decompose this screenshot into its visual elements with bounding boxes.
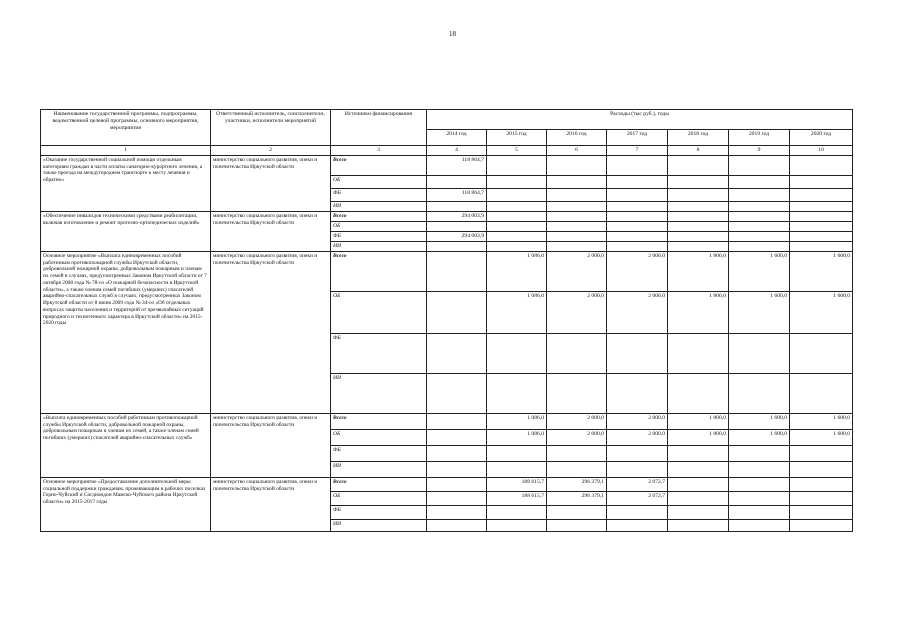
expense-value xyxy=(607,373,668,413)
expense-value xyxy=(790,175,853,188)
funding-source: ФБ xyxy=(331,231,427,241)
column-index: 10 xyxy=(790,146,853,156)
expense-value: 2 000,0 xyxy=(547,291,607,333)
expense-value xyxy=(487,201,547,211)
responsible-executor: министерство социального развития, опеки и попечительства Иркутской области xyxy=(211,413,331,477)
expense-value: 188 615,7 xyxy=(487,491,547,505)
measure-name: «Оказание государственной социальной помощи отдельным категориям граждан в части оплаты санаторно-курортного лечения, а также проезда на междугороднем транспорте к месту лечения и обратно» xyxy=(41,155,211,211)
expense-value xyxy=(427,413,487,429)
expense-value xyxy=(427,221,487,231)
expense-value xyxy=(729,445,790,461)
expense-value xyxy=(729,221,790,231)
expense-value xyxy=(427,201,487,211)
expense-value xyxy=(607,241,668,251)
expense-value xyxy=(668,188,729,201)
expense-value xyxy=(487,188,547,201)
funding-source: ФБ xyxy=(331,188,427,201)
expense-value: 1 800,0 xyxy=(668,429,729,445)
expense-value xyxy=(427,445,487,461)
expense-value xyxy=(790,201,853,211)
expense-value xyxy=(547,333,607,373)
funding-source: ОБ xyxy=(331,429,427,445)
expense-value: 296 379,1 xyxy=(547,477,607,491)
expense-value: 1 800,0 xyxy=(668,251,729,291)
column-index: 9 xyxy=(729,146,790,156)
expense-value xyxy=(487,461,547,477)
expense-value xyxy=(487,221,547,231)
expense-value xyxy=(729,491,790,505)
column-index: 6 xyxy=(547,146,607,156)
header-year: 2019 год xyxy=(729,130,790,146)
expense-value: 1 086,0 xyxy=(487,413,547,429)
expense-value xyxy=(547,445,607,461)
expense-value: 188 615,7 xyxy=(487,477,547,491)
expense-value xyxy=(729,211,790,221)
funding-source: ОБ xyxy=(331,491,427,505)
expense-value xyxy=(668,175,729,188)
expense-value xyxy=(487,175,547,188)
expense-value xyxy=(427,291,487,333)
funding-source: ИИ xyxy=(331,519,427,531)
expense-value xyxy=(668,461,729,477)
expense-value xyxy=(487,333,547,373)
header-name: Наименование государственной программы, подпрограммы, ведомственной целевой программы, основного мероприятия, мероприятия xyxy=(41,110,211,146)
expense-value xyxy=(547,188,607,201)
funding-source: ОБ xyxy=(331,175,427,188)
responsible-executor: министерство социального развития, опеки и попечительства Иркутской области xyxy=(211,211,331,251)
column-index: 1 xyxy=(41,146,211,156)
header-year: 2018 год xyxy=(668,130,729,146)
responsible-executor: министерство социального развития, опеки и попечительства Иркутской области xyxy=(211,251,331,413)
expense-value xyxy=(790,461,853,477)
page-number: 18 xyxy=(449,30,456,38)
expense-value xyxy=(790,241,853,251)
expense-value xyxy=(729,175,790,188)
funding-source: ОБ xyxy=(331,221,427,231)
expense-value: 1 600,0 xyxy=(729,429,790,445)
expense-value xyxy=(607,505,668,519)
expense-value: 1 600,0 xyxy=(729,251,790,291)
expense-value: 1 800,0 xyxy=(668,291,729,333)
header-responsible: Ответственный исполнитель, соисполнители, участники, исполнители мероприятий xyxy=(211,110,331,146)
expense-value xyxy=(427,241,487,251)
expense-value: 2 000,0 xyxy=(607,251,668,291)
budget-table xyxy=(40,109,853,532)
expense-value xyxy=(487,211,547,221)
expense-value xyxy=(729,461,790,477)
expense-value: 2 072,7 xyxy=(607,491,668,505)
expense-value xyxy=(607,175,668,188)
expense-value: 2 000,0 xyxy=(547,413,607,429)
measure-name: Основное мероприятие «Предоставление дополнительной меры социальной поддержки гражданам, проживающим в рабочих поселках Горно-Чуйский и Согдиондон Мамско-Чуйского района Иркутской области» на 2015-2017 годы xyxy=(41,477,211,531)
measure-name: «Выплата единовременных пособий работникам противопожарной службы Иркутской области, добровольной пожарной охраны, добровольным пожарным и членам их семей, а также членам семей погибших (умерших) спасателей аварийно-спасательных служб» xyxy=(41,413,211,477)
expense-value xyxy=(729,241,790,251)
expense-value xyxy=(607,201,668,211)
expense-value xyxy=(790,333,853,373)
expense-value xyxy=(547,505,607,519)
expense-value: 2 000,0 xyxy=(547,429,607,445)
header-year: 2017 год xyxy=(607,130,668,146)
funding-source: ИИ xyxy=(331,201,427,211)
expense-value xyxy=(487,373,547,413)
funding-source: Всего xyxy=(331,413,427,429)
expense-value xyxy=(790,155,853,175)
column-index: 3 xyxy=(331,146,427,156)
expense-value xyxy=(790,211,853,221)
expense-value xyxy=(487,155,547,175)
expense-value xyxy=(427,429,487,445)
expense-value xyxy=(790,519,853,531)
expense-value xyxy=(668,155,729,175)
expense-value xyxy=(607,461,668,477)
expense-value xyxy=(729,373,790,413)
expense-value xyxy=(487,445,547,461)
expense-value xyxy=(427,519,487,531)
responsible-executor: министерство социального развития, опеки и попечительства Иркутской области xyxy=(211,155,331,211)
expense-value xyxy=(668,211,729,221)
expense-value xyxy=(729,155,790,175)
funding-source: ФБ xyxy=(331,333,427,373)
expense-value xyxy=(547,201,607,211)
expense-value: 294 003,9 xyxy=(427,231,487,241)
expense-value xyxy=(427,461,487,477)
column-index: 2 xyxy=(211,146,331,156)
funding-source: Всего xyxy=(331,155,427,175)
expense-value xyxy=(487,241,547,251)
expense-value xyxy=(547,221,607,231)
expense-value xyxy=(668,445,729,461)
expense-value xyxy=(607,231,668,241)
expense-value xyxy=(668,201,729,211)
expense-value: 2 000,0 xyxy=(607,413,668,429)
expense-value: 1 600,0 xyxy=(790,429,853,445)
expense-value xyxy=(427,505,487,519)
expense-value xyxy=(668,231,729,241)
expense-value: 2 000,0 xyxy=(607,429,668,445)
header-year: 2020 год xyxy=(790,130,853,146)
expense-value: 2 072,7 xyxy=(607,477,668,491)
measure-name: «Обеспечение инвалидов техническими средствами реабилитации, включая изготовление и ремонт протезно-ортопедических изделий» xyxy=(41,211,211,251)
expense-value xyxy=(607,333,668,373)
table-row xyxy=(41,413,853,429)
expense-value xyxy=(729,333,790,373)
expense-value: 1 800,0 xyxy=(668,413,729,429)
expense-value xyxy=(427,175,487,188)
expense-value xyxy=(668,519,729,531)
funding-source: Всего xyxy=(331,251,427,291)
expense-value xyxy=(547,241,607,251)
header-year: 2015 год xyxy=(487,130,547,146)
expense-value: 1 600,0 xyxy=(729,291,790,333)
table-row xyxy=(41,155,853,175)
expense-value: 2 000,0 xyxy=(547,251,607,291)
expense-value xyxy=(729,201,790,211)
expense-value xyxy=(668,221,729,231)
column-index: 5 xyxy=(487,146,547,156)
expense-value xyxy=(790,445,853,461)
expense-value xyxy=(607,221,668,231)
expense-value xyxy=(729,231,790,241)
expense-value xyxy=(668,333,729,373)
column-index: 7 xyxy=(607,146,668,156)
header-expenses: Расходы (тыс руб.), годы xyxy=(427,110,853,130)
expense-value xyxy=(790,231,853,241)
expense-value xyxy=(668,373,729,413)
responsible-executor: министерство социального развития, опеки и попечительства Иркутской области xyxy=(211,477,331,531)
expense-value: 1 600,0 xyxy=(790,291,853,333)
expense-value xyxy=(790,221,853,231)
expense-value xyxy=(547,175,607,188)
expense-value xyxy=(668,505,729,519)
expense-value xyxy=(547,519,607,531)
header-year: 2014 год xyxy=(427,130,487,146)
expense-value xyxy=(729,505,790,519)
expense-value xyxy=(790,505,853,519)
expense-value: 296 379,1 xyxy=(547,491,607,505)
expense-value: 118 864,7 xyxy=(427,155,487,175)
expense-value xyxy=(668,491,729,505)
measure-name: Основное мероприятие «Выплата единовременных пособий работникам противопожарной службы Иркутской области, добровольной пожарной охраны, добровольным пожарным и членам их семей в случаях, предусмотренных Законом Иркутской области от 7 октября 2008 года № 78-оз «О пожарной безопасности в Иркутской области», а также членам семей погибших (умерших) спасателей аварийно-спасательных служб в случаях, предусмотренных Законом Иркутской области от 8 июня 2009 года № 34-оз «Об отдельных вопросах защиты населения и территорий от чрезвычайных ситуаций природного и техногенного характера в Иркутской области» на 2015-2020 годы xyxy=(41,251,211,413)
expense-value: 1 086,0 xyxy=(487,251,547,291)
column-index: 8 xyxy=(668,146,729,156)
table-row xyxy=(41,251,853,291)
expense-value xyxy=(729,188,790,201)
table-row xyxy=(41,477,853,491)
expense-value: 1 086,0 xyxy=(487,291,547,333)
expense-value xyxy=(790,188,853,201)
funding-source: ОБ xyxy=(331,291,427,333)
expense-value xyxy=(427,477,487,491)
expense-value xyxy=(607,519,668,531)
funding-source: ИИ xyxy=(331,241,427,251)
expense-value xyxy=(607,155,668,175)
expense-value xyxy=(547,211,607,221)
expense-value xyxy=(729,519,790,531)
expense-value xyxy=(547,155,607,175)
header-year: 2016 год xyxy=(547,130,607,146)
expense-value xyxy=(427,251,487,291)
expense-value xyxy=(790,373,853,413)
expense-value xyxy=(729,477,790,491)
expense-value: 1 600,0 xyxy=(729,413,790,429)
expense-value xyxy=(487,519,547,531)
expense-value xyxy=(668,477,729,491)
funding-source: ФБ xyxy=(331,445,427,461)
expense-value xyxy=(607,445,668,461)
expense-value: 1 086,0 xyxy=(487,429,547,445)
column-index: 4 xyxy=(427,146,487,156)
expense-value xyxy=(668,241,729,251)
expense-value xyxy=(487,231,547,241)
funding-source: ФБ xyxy=(331,505,427,519)
expense-value: 118 864,7 xyxy=(427,188,487,201)
funding-source: ИИ xyxy=(331,461,427,477)
expense-value xyxy=(607,188,668,201)
expense-value xyxy=(427,333,487,373)
expense-value xyxy=(547,231,607,241)
expense-value xyxy=(487,505,547,519)
expense-value xyxy=(607,211,668,221)
funding-source: Всего xyxy=(331,211,427,221)
expense-value xyxy=(790,477,853,491)
expense-value xyxy=(547,373,607,413)
expense-value xyxy=(427,373,487,413)
expense-value xyxy=(547,461,607,477)
expense-value xyxy=(790,491,853,505)
expense-value: 2 000,0 xyxy=(607,291,668,333)
expense-value xyxy=(427,491,487,505)
funding-source: ИИ xyxy=(331,373,427,413)
expense-value: 1 600,0 xyxy=(790,413,853,429)
table-row xyxy=(41,211,853,221)
expense-value: 1 600,0 xyxy=(790,251,853,291)
header-source: Источники финансирования xyxy=(331,110,427,146)
expense-value: 294 003,9 xyxy=(427,211,487,221)
funding-source: Всего xyxy=(331,477,427,491)
